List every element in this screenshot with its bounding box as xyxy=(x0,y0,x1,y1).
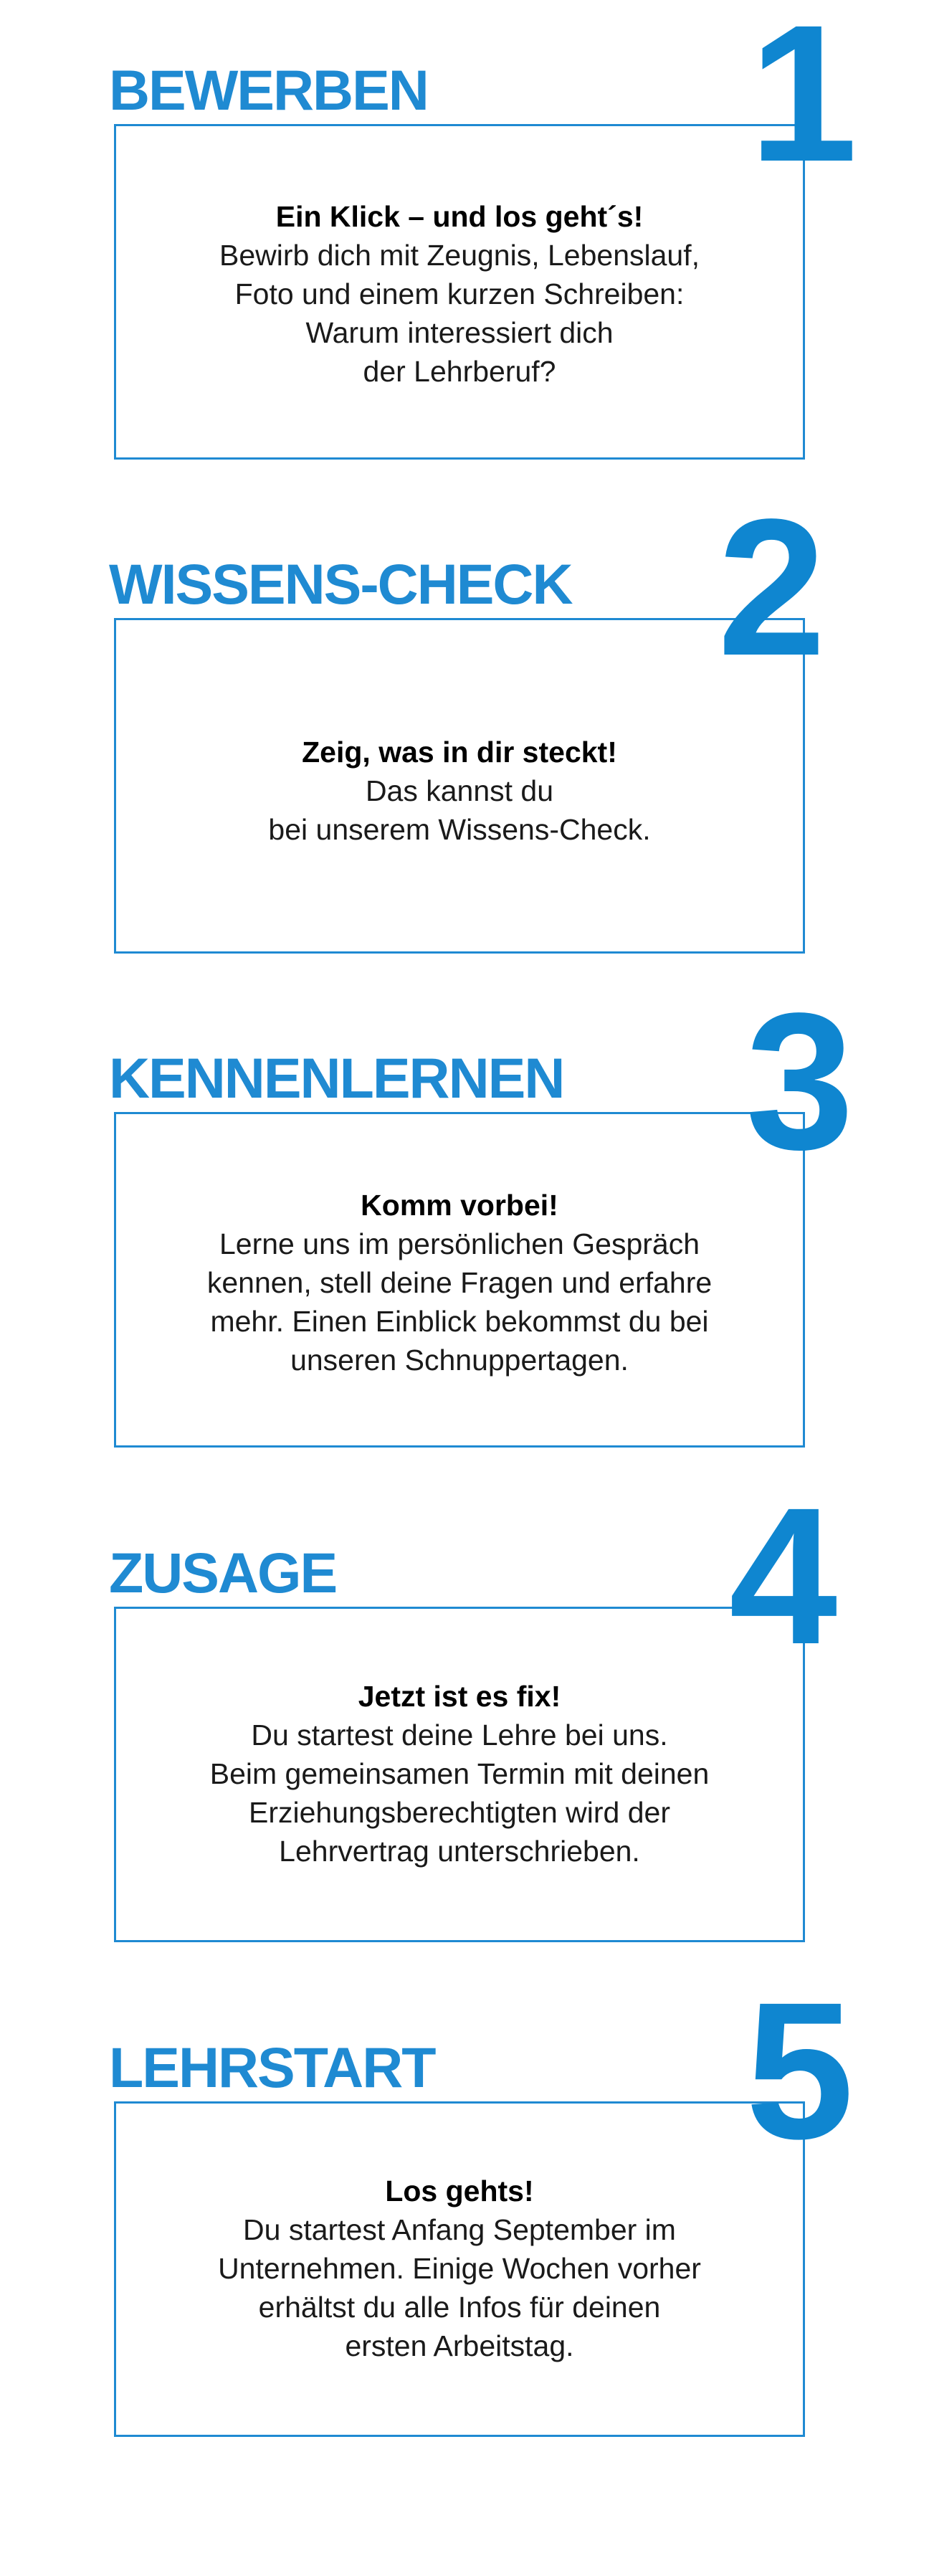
step-4 xyxy=(0,1467,929,1941)
step-description xyxy=(114,197,805,391)
step-number: 5 xyxy=(745,1962,852,2180)
step-line: ersten Arbeitstag. xyxy=(345,2329,574,2362)
step-description xyxy=(114,733,805,849)
step-heading: Ein Klick – und los geht´s! xyxy=(275,200,644,233)
step-title: WISSENS-CHECK xyxy=(109,556,575,612)
step-line: Warum interessiert dich xyxy=(305,316,614,349)
step-line: Beim gemeinsamen Termin mit deinen xyxy=(209,1757,710,1790)
step-description xyxy=(114,1677,805,1871)
step-line: kennen, stell deine Fragen und erfahre xyxy=(206,1266,713,1299)
step-line: erhältst du alle Infos für deinen xyxy=(258,2291,661,2324)
step-title: BEWERBEN xyxy=(109,62,431,118)
step-line: unseren Schnuppertagen. xyxy=(290,1344,629,1377)
step-heading: Los gehts! xyxy=(385,2175,534,2207)
step-2 xyxy=(0,478,929,953)
step-number: 1 xyxy=(749,0,855,202)
step-number: 3 xyxy=(745,972,852,1190)
step-title: ZUSAGE xyxy=(109,1544,339,1601)
step-line: Lerne uns im persönlichen Gespräch xyxy=(219,1227,700,1260)
step-line: mehr. Einen Einblick bekommst du bei xyxy=(210,1305,709,1338)
step-line: Erziehungsberechtigten wird der xyxy=(249,1796,670,1829)
step-line: der Lehrberuf? xyxy=(363,355,556,388)
step-line: Bewirb dich mit Zeugnis, Lebenslauf, xyxy=(219,239,700,272)
step-line: Du startest deine Lehre bei uns. xyxy=(251,1719,668,1752)
step-5 xyxy=(0,1962,929,2436)
step-line: bei unserem Wissens-Check. xyxy=(268,813,651,846)
step-description xyxy=(114,1186,805,1379)
step-heading: Zeig, was in dir steckt! xyxy=(302,736,617,769)
step-number: 4 xyxy=(729,1467,835,1685)
step-line: Du startest Anfang September im xyxy=(243,2213,676,2246)
step-heading: Jetzt ist es fix! xyxy=(358,1680,561,1713)
step-line: Foto und einem kurzen Schreiben: xyxy=(234,277,685,310)
step-heading: Komm vorbei! xyxy=(361,1189,558,1222)
step-line: Unternehmen. Einige Wochen vorher xyxy=(218,2252,701,2285)
step-3 xyxy=(0,972,929,1447)
step-title: KENNENLERNEN xyxy=(109,1050,566,1106)
step-line: Das kannst du xyxy=(365,774,554,807)
step-1 xyxy=(0,0,929,459)
step-title: LEHRSTART xyxy=(109,2039,438,2096)
step-number: 2 xyxy=(718,478,824,696)
step-line: Lehrvertrag unterschrieben. xyxy=(279,1835,640,1868)
step-description xyxy=(114,2172,805,2365)
